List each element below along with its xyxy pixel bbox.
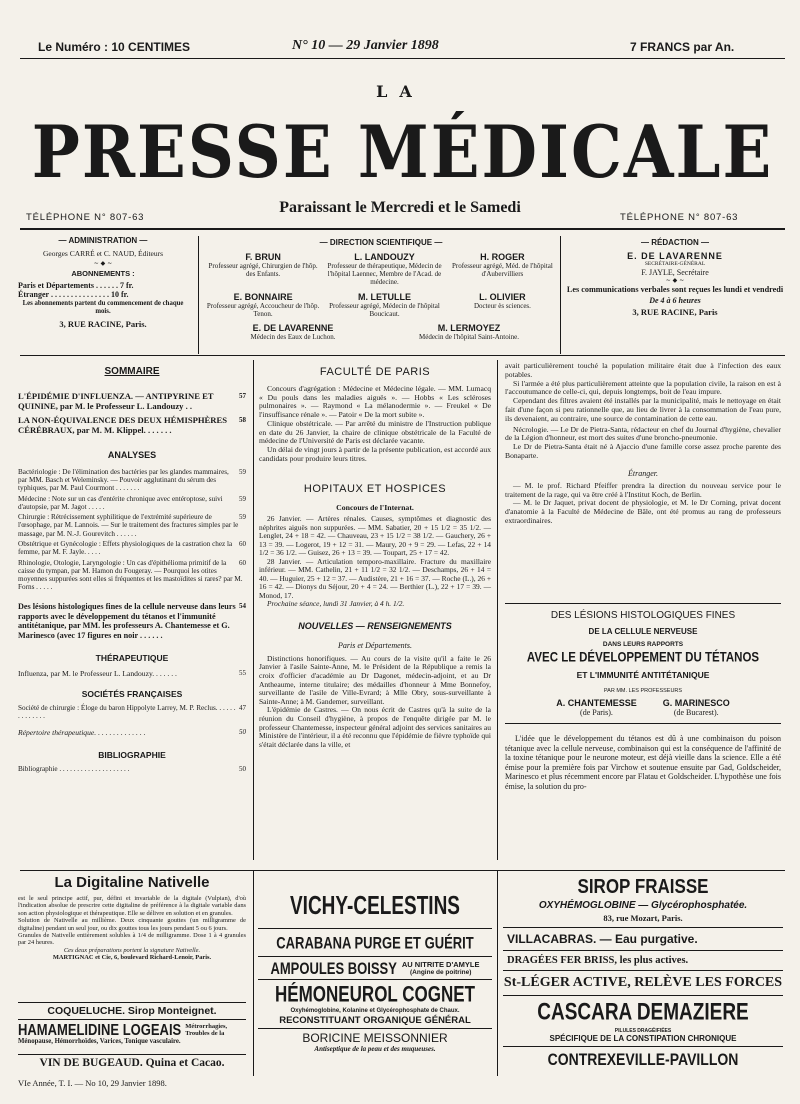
- footer-issue: VIe Année, T. I. — No 10, 29 Janvier 1898.: [18, 1078, 167, 1088]
- hopitaux-paragraph: 26 Janvier. — Artères rénales. Causes, symptômes et diagnostic des néphrites aiguës non suppurées. — MM. Sabatier, 20 + 15 1/2 = 35 1/2. — Lenglet, 24 + 18 = 42. — Chauveau, 23 + 15 1/2 = 38 1/2. — Gauchery, 26 + 13 = 39. — Logerot, 19 + 12 = 31. — Maury, 20 + 9 = 29. — Lefas, 22 + 14 1/2 = 36 1/2. — Guisez, 26 + 13 = 39. — Toupart, 25 + 17 = 42.: [259, 514, 491, 558]
- digitaline-ad: [18, 874, 246, 962]
- bugeaud-ad: VIN DE BUGEAUD. Quina et Cacao.: [39, 1057, 225, 1069]
- reconstituant-ad: RECONSTITUANT ORGANIQUE GÉNÉRAL: [279, 1015, 471, 1026]
- redaction-role: SECRÉTAIRE-GÉNÉRAL: [644, 261, 706, 267]
- sirop-fraisse-sub: OXYHÉMOGLOBINE — Glycérophosphatée.: [538, 900, 748, 911]
- etranger-paragraph: — M. le Dr Jaquet, privat docent de physiologie, et M. le Dr Corning, privat docent d'anatomie à la Faculté de Médecine de Bâle, ont été promus au rang de professeurs extraordinaires.: [505, 498, 781, 525]
- castres-paragraph: Si l'armée a été plus particulièrement atteinte que la population civile, la raison en est à l'accoutumance de celle-ci, qui, depuis longtemps, boit de l'eau impure.: [505, 378, 781, 397]
- boricine-sub: Antiseptique de la peau et des muqueuses.: [314, 1045, 436, 1053]
- faculte-paragraph: Un délai de vingt jours à partir de la présente publication, est accordé aux candidats pour produire leurs titres.: [259, 444, 491, 463]
- article-title-line: ET L'IMMUNITÉ ANTITÉTANIQUE: [576, 670, 710, 680]
- price: Le Numéro : 10 CENTIMES: [38, 40, 191, 54]
- director-role: Professeur agrégé, Chirurgien de l'hôp. des Enfants.: [208, 262, 318, 278]
- phone-left: TÉLÉPHONE N° 807-63: [26, 212, 145, 223]
- center-column: [259, 366, 491, 749]
- analyses-heading: ANALYSES: [107, 449, 157, 460]
- masthead-la: LA: [376, 82, 424, 101]
- director-name: L. LANDOUZY: [354, 252, 415, 262]
- hemoneurol-ad: HÉMONEUROL COGNET: [275, 982, 475, 1007]
- ampoules-side: AU NITRITE D'AMYLE: [401, 960, 480, 969]
- redaction-address: 3, RUE RACINE, Paris: [632, 307, 718, 317]
- necrologie-paragraph: Nécrologie. — Le Dr de Pietra-Santa, rédacteur en chef du Journal d'hygiène, chevalier de la Légion d'honneur, est mort des suites d'une broncho-pneumonie.: [505, 424, 781, 443]
- nouvelles-heading: NOUVELLES — RENSEIGNEMENTS: [298, 620, 452, 631]
- director-role: Médecin de l'hôpital Saint-Antoine.: [418, 333, 520, 341]
- direction-box: [205, 238, 557, 341]
- vichy-ad: VICHY-CELESTINS: [290, 892, 460, 921]
- director-name: E. DE LAVARENNE: [252, 323, 334, 333]
- sommaire-heading: SOMMAIRE: [104, 366, 160, 377]
- hopitaux-heading: HOPITAUX ET HOSPICES: [303, 483, 447, 496]
- digitaline-address: MARTIGNAC et Cie, 6, boulevard Richard-Lenoir, Paris.: [52, 954, 212, 962]
- director-name: H. ROGER: [480, 252, 525, 262]
- hamamelidine-side: Métrorrhagies, Troubles de la: [185, 1022, 228, 1037]
- author-name: G. MARINESCO: [662, 698, 730, 708]
- redaction-box: [566, 238, 784, 317]
- phone-right: TÉLÉPHONE N° 807-63: [620, 212, 739, 223]
- faculte-paragraph: Concours d'agrégation : Médecine et Médecine légale. — MM. Lumacq « Du pouls dans les maladies aiguës ». — Hobbs « Les scléroses pulmonaires ». — Raymond « La mélanodermie ». — Freukel « De l'insuffisance rénale ». — Patoir « De la mort subite ».: [259, 384, 491, 420]
- author-city: (de Paris).: [580, 708, 613, 717]
- author-city: (de Bucarest).: [673, 708, 719, 717]
- redaction-note: Les communications verbales sont reçues les lundi et vendredi: [566, 285, 784, 294]
- sommaire-item: 55 Influenza, par M. le Professeur L. Landouzy. . . . . . .: [18, 668, 246, 678]
- admin-address: 3, RUE RACINE, Paris.: [59, 319, 147, 329]
- ampoules-sub: (Angine de poitrine): [410, 969, 472, 976]
- sommaire-item: 59 Bactériologie : De l'élimination des bactéries par les glandes mammaires, par MM. Basch et Weleminsky. — Pouvoir agglutinant du sérum des typhiques, par M. Paul Courmont . . . . . . .: [18, 467, 246, 493]
- faculte-paragraph: Clinique obstétricale. — Par arrêté du ministre de l'Instruction publique en date du 26 Janvier, la chaire de clinique obstétricale de la Faculté de médecine de l'Université de Paris est déclarée vacante.: [259, 418, 491, 446]
- hemoneurol-sub: Oxyhémoglobine, Kolanine et Glycérophosphate de Chaux.: [290, 1008, 460, 1014]
- article-byline-intro: PAR MM. LES PROFESSEURS: [603, 688, 683, 694]
- director-name: M. LERMOYEZ: [437, 323, 501, 333]
- tagline: Paraissant le Mercredi et le Samedi: [279, 199, 521, 216]
- director-role: Médecin des Eaux de Luchon.: [250, 333, 336, 341]
- sommaire-item: 60 Rhinologie, Otologie, Laryngologie : Un cas d'épithélioma primitif de la caisse du tympan, par M. Hamon du Fougeray. — Pourquoi les otites moyennes suppurées sont elles si fréquentes et les mastoïdites si rares? par M. Forns . . . . .: [18, 558, 246, 592]
- villacabras-ad: VILLACABRAS. — Eau purgative.: [507, 932, 698, 946]
- article-title-line: DANS LEURS RAPPORTS: [602, 641, 684, 648]
- castres-paragraph: avait particulièrement touché la population militaire était due à l'infection des eaux potables.: [505, 361, 781, 379]
- redaction-secretary: F. JAYLE, Secrétaire: [641, 268, 709, 277]
- coqueluche-ad: COQUELUCHE. Sirop Monteignet.: [47, 1005, 217, 1017]
- abonnements-heading: ABONNEMENTS :: [71, 269, 135, 278]
- price-paris: Paris et Départements . . . . . . 7 fr.: [18, 281, 134, 290]
- director-name: E. BONNAIRE: [233, 292, 293, 302]
- etranger-subheading: Étranger.: [628, 468, 658, 478]
- direction-heading: — DIRECTION SCIENTIFIQUE —: [319, 238, 443, 247]
- digitaline-granules: Granules de Nativelle entièrement solubles à 1/4 de milligramme. Dose 1 à 4 granules par 24 heures.: [18, 932, 246, 947]
- therapeutique-heading: THÉRAPEUTIQUE: [95, 652, 169, 663]
- director-name: L. OLIVIER: [479, 292, 526, 302]
- article-body: L'idée que le développement du tétanos est dû à une combinaison du poison tétanique avec la cellule nerveuse, combinaison qui est la conséquence de l'affinité de la toxine tétanique pour le neurone moteur, est déjà vieille dans la science. Elle a été émise pour la première fois par Virchow et soutenue ensuite par Gad, Goldscheider, Marinesco et plus récemment encore par Flatau et Goldscheider. L'hypothèse une fois émise, la solution du pro-: [505, 734, 781, 791]
- ampoules-ad: [258, 960, 492, 976]
- sommaire-item: 57 L'ÉPIDÉMIE D'INFLUENZA. — ANTIPYRINE ET QUININE, par M. le Professeur L. Landouzy . .: [18, 391, 246, 412]
- article-section: [505, 610, 781, 791]
- director-role: Professeur agrégé, Méd. de l'hôpital d'Aubervilliers: [452, 262, 553, 278]
- hamamelidine-ad: [18, 1022, 246, 1045]
- dragees-ad: DRAGÉES FER BRISS, les plus actives.: [507, 955, 689, 966]
- digitaline-note: Ces deux préparations portent la signature Nativelle.: [63, 946, 201, 954]
- boricine-ad: BORICINE MEISSONNIER: [302, 1031, 448, 1045]
- abonnement-note: Les abonnements partent du commencement de chaque mois.: [22, 300, 184, 315]
- price-etranger: Étranger . . . . . . . . . . . . . . . 10 fr.: [18, 290, 129, 299]
- sirop-fraisse-address: 83, rue Mozart, Paris.: [603, 913, 683, 923]
- publishers: Georges CARRÉ et C. NAUD, Éditeurs: [42, 249, 164, 258]
- hamamelidine-title: HAMAMELIDINE LOGEAIS: [18, 1020, 182, 1039]
- cascara-sub2: SPÉCIFIQUE DE LA CONSTIPATION CHRONIQUE: [549, 1034, 737, 1043]
- newspaper-title: PRESSE MÉDICALE: [31, 111, 774, 196]
- sommaire-item: 60 Obstétrique et Gynécologie : Effets physiologiques de la castration chez la femme, par M. F. Jayle. . . . .: [18, 540, 246, 557]
- etranger-paragraph: — M. le prof. Richard Pfeiffer prendra la direction du nouveau service pour le traitement de la rage, qui va être créé à l'Institut Koch, de Berlin.: [505, 480, 781, 499]
- sommaire-item: 59 Médecine : Note sur un cas d'entérite chronique avec entéroptose, suivi d'autopsie, par M. Jagot . . . . .: [18, 494, 246, 511]
- digitaline-title: La Digitaline Nativelle: [54, 874, 210, 891]
- director-name: F. BRUN: [245, 252, 281, 262]
- issue-date: N° 10 — 29 Janvier 1898: [292, 38, 439, 53]
- hopitaux-paragraph: 28 Janvier. — Articulation temporo-maxillaire. Fracture du maxillaire inférieur. — MM. Cathelin, 21 + 11 1/2 = 32 1/2. — Deschamps, 26 + 14 = 40. — Huguier, 25 + 12 = 37. — Audistère, 21 + 16 = 37. — Roche (L.), 26 + 16 = 42. — Dionys du Séjour, 20 + 4 = 24. — Berthier (L.), 22 + 17 = 39. — Monod, 17.: [259, 556, 491, 600]
- stleger-ad: St-LÉGER ACTIVE, RELÈVE LES FORCES: [503, 975, 783, 990]
- contrexeville-ad: CONTREXEVILLE-PAVILLON: [547, 1049, 739, 1069]
- hopitaux-paragraph: Prochaine séance, lundi 31 Janvier, à 4 h. 1/2.: [267, 599, 405, 609]
- sommaire-item: 54 Des lésions histologiques fines de la cellule nerveuse dans leurs rapports avec le développement du tétanos et l'immunité antitétanique, par MM. les professeurs A. Chantemesse et G. Marinesco (avec 17 figures en noir . . . . . .: [18, 601, 246, 641]
- administration-heading: — ADMINISTRATION —: [58, 236, 148, 245]
- societes-heading: SOCIÉTÉS FRANÇAISES: [81, 688, 183, 699]
- director-role: Professeur de thérapeutique, Médecin de l'hôpital Laennec, Membre de l'Acad. de médecine.: [327, 262, 442, 286]
- ornament: ~ ◆ ~: [93, 260, 113, 267]
- director-name: M. LETULLE: [358, 292, 412, 302]
- nouvelles-paragraph: L'épidémie de Castres. — On nous écrit de Castres qu'à la suite de la réunion du Conseil d'hygiène, à propos de l'enquête dirigée par M. le professeur Chantemesse, inspecteur général adjoint des services sanitaires au Ministère de l'intérieur, il a été reconnu que l'épidémie de fièvre typhoïde qui s'était déclarée dans la ville, et: [259, 705, 491, 749]
- ampoules-title: AMPOULES BOISSY: [270, 958, 397, 978]
- director-role: Professeur agrégé, Accoucheur de l'hôp. Tenon.: [206, 302, 320, 318]
- necrologie-paragraph: Le Dr de Pietra-Santa était né à Ajaccio d'une famille corse assez proche parente des Bonaparte.: [505, 442, 781, 460]
- digitaline-solution: Solution de Nativelle au millième. Deux cinquante gouttes (un milligramme de digitaline) pendant un seul jour, ou dix gouttes tous les jours pendant 5 ou 6 jours.: [18, 917, 246, 932]
- redaction-name: E. DE LAVARENNE: [627, 251, 723, 261]
- center-ads: [258, 892, 492, 1053]
- sommaire-section: [18, 366, 246, 775]
- article-title-line: DES LÉSIONS HISTOLOGIQUES FINES: [550, 610, 736, 621]
- faculte-heading: FACULTÉ DE PARIS: [319, 366, 431, 378]
- redaction-heading: — RÉDACTION —: [641, 238, 709, 247]
- cascara-sub1: PILULES DRAGÉIFIÉES: [614, 1028, 672, 1034]
- article-title-line: AVEC LE DÉVELOPPEMENT DU TÉTANOS: [526, 650, 760, 666]
- administration-box: [18, 236, 188, 329]
- subscription-price: 7 FRANCS par An.: [630, 40, 735, 54]
- ornament: ~ ◆ ~: [665, 277, 685, 284]
- director-role: Docteur ès sciences.: [473, 302, 531, 310]
- redaction-hours: De 4 à 6 heures: [649, 296, 701, 305]
- sommaire-item: 59 Chirurgie : Rétrécissement syphilitique de l'extrémité supérieure de l'œsophage, par M. Lannois. — Sur le traitement des fractures simples par le massage, par M. N.-J. Gourevitch . . . . . .: [18, 513, 246, 538]
- carabana-ad: CARABANA PURGE ET GUÉRIT: [276, 932, 474, 953]
- sommaire-item: 50 Bibliographie . . . . . . . . . . . . . . . . . . . .: [18, 764, 246, 773]
- castres-paragraph: Cependant des filtres avaient été installés par la municipalité, mais le nettoyage en était fait d'une façon si peu rationnelle que, au lieu de livrer à la consommation de l'eau pure, ils devenaient, au contraire, une source de contamination de cette eau.: [505, 396, 781, 423]
- right-column: [505, 362, 781, 526]
- sommaire-item: 50 Répertoire thérapeutique. . . . . . . . . . . . . .: [18, 728, 246, 738]
- nouvelles-subheading: Paris et Départements.: [338, 640, 412, 650]
- right-ads: [503, 875, 783, 1067]
- author-name: A. CHANTEMESSE: [556, 698, 637, 708]
- internat-subheading: Concours de l'Internat.: [336, 503, 414, 513]
- cascara-ad: CASCARA DEMAZIERE: [537, 999, 749, 1026]
- sirop-fraisse-ad: SIROP FRAISSE: [577, 875, 709, 898]
- hamamelidine-line: Ménopause, Hémorrhoïdes, Varices, Tonique vasculaire.: [18, 1038, 181, 1045]
- nouvelles-paragraph: Distinctions honorifiques. — Au cours de la visite qu'il a faite le 26 Janvier à l'asile Sainte-Anne, M. le Président de la République a remis la croix d'officier d'académie au Dr Dagonet, médecin-adjoint, et au Dr Antheaume, interne titulaire; des médailles d'honneur à Mme Bonnefoy, surveillante de l'asile de Ville-Evrard; à Mlle Obry, sous-surveillante à Sainte-Anne; à M. Gandemer, surveillant.: [259, 653, 491, 706]
- sommaire-item: 58 LA NON-ÉQUIVALENCE DES DEUX HÉMISPHÈRES CÉRÉBRAUX, par M. M. Klippel. . . . . . .: [18, 414, 246, 436]
- director-role: Professeur agrégé, Médecin de l'hôpital Boucicaut.: [329, 302, 440, 318]
- bibliographie-heading: BIBLIOGRAPHIE: [98, 749, 166, 760]
- digitaline-body: est le seul principe actif, pur, défini et invariable de la digitale (Vulpian), d'où l'indication absolue de prescrire cette digitaline de préférence à la digitale variable dans son action physiologique et thérapeutique. Elle se délivre en solution et en granules.: [18, 895, 246, 917]
- article-title-line: DE LA CELLULE NERVEUSE: [588, 627, 698, 636]
- sommaire-item: 47 Société de chirurgie : Éloge du baron Hippolyte Larrey, M. P. Reclus. . . . . . . . . . . . . .: [18, 703, 246, 720]
